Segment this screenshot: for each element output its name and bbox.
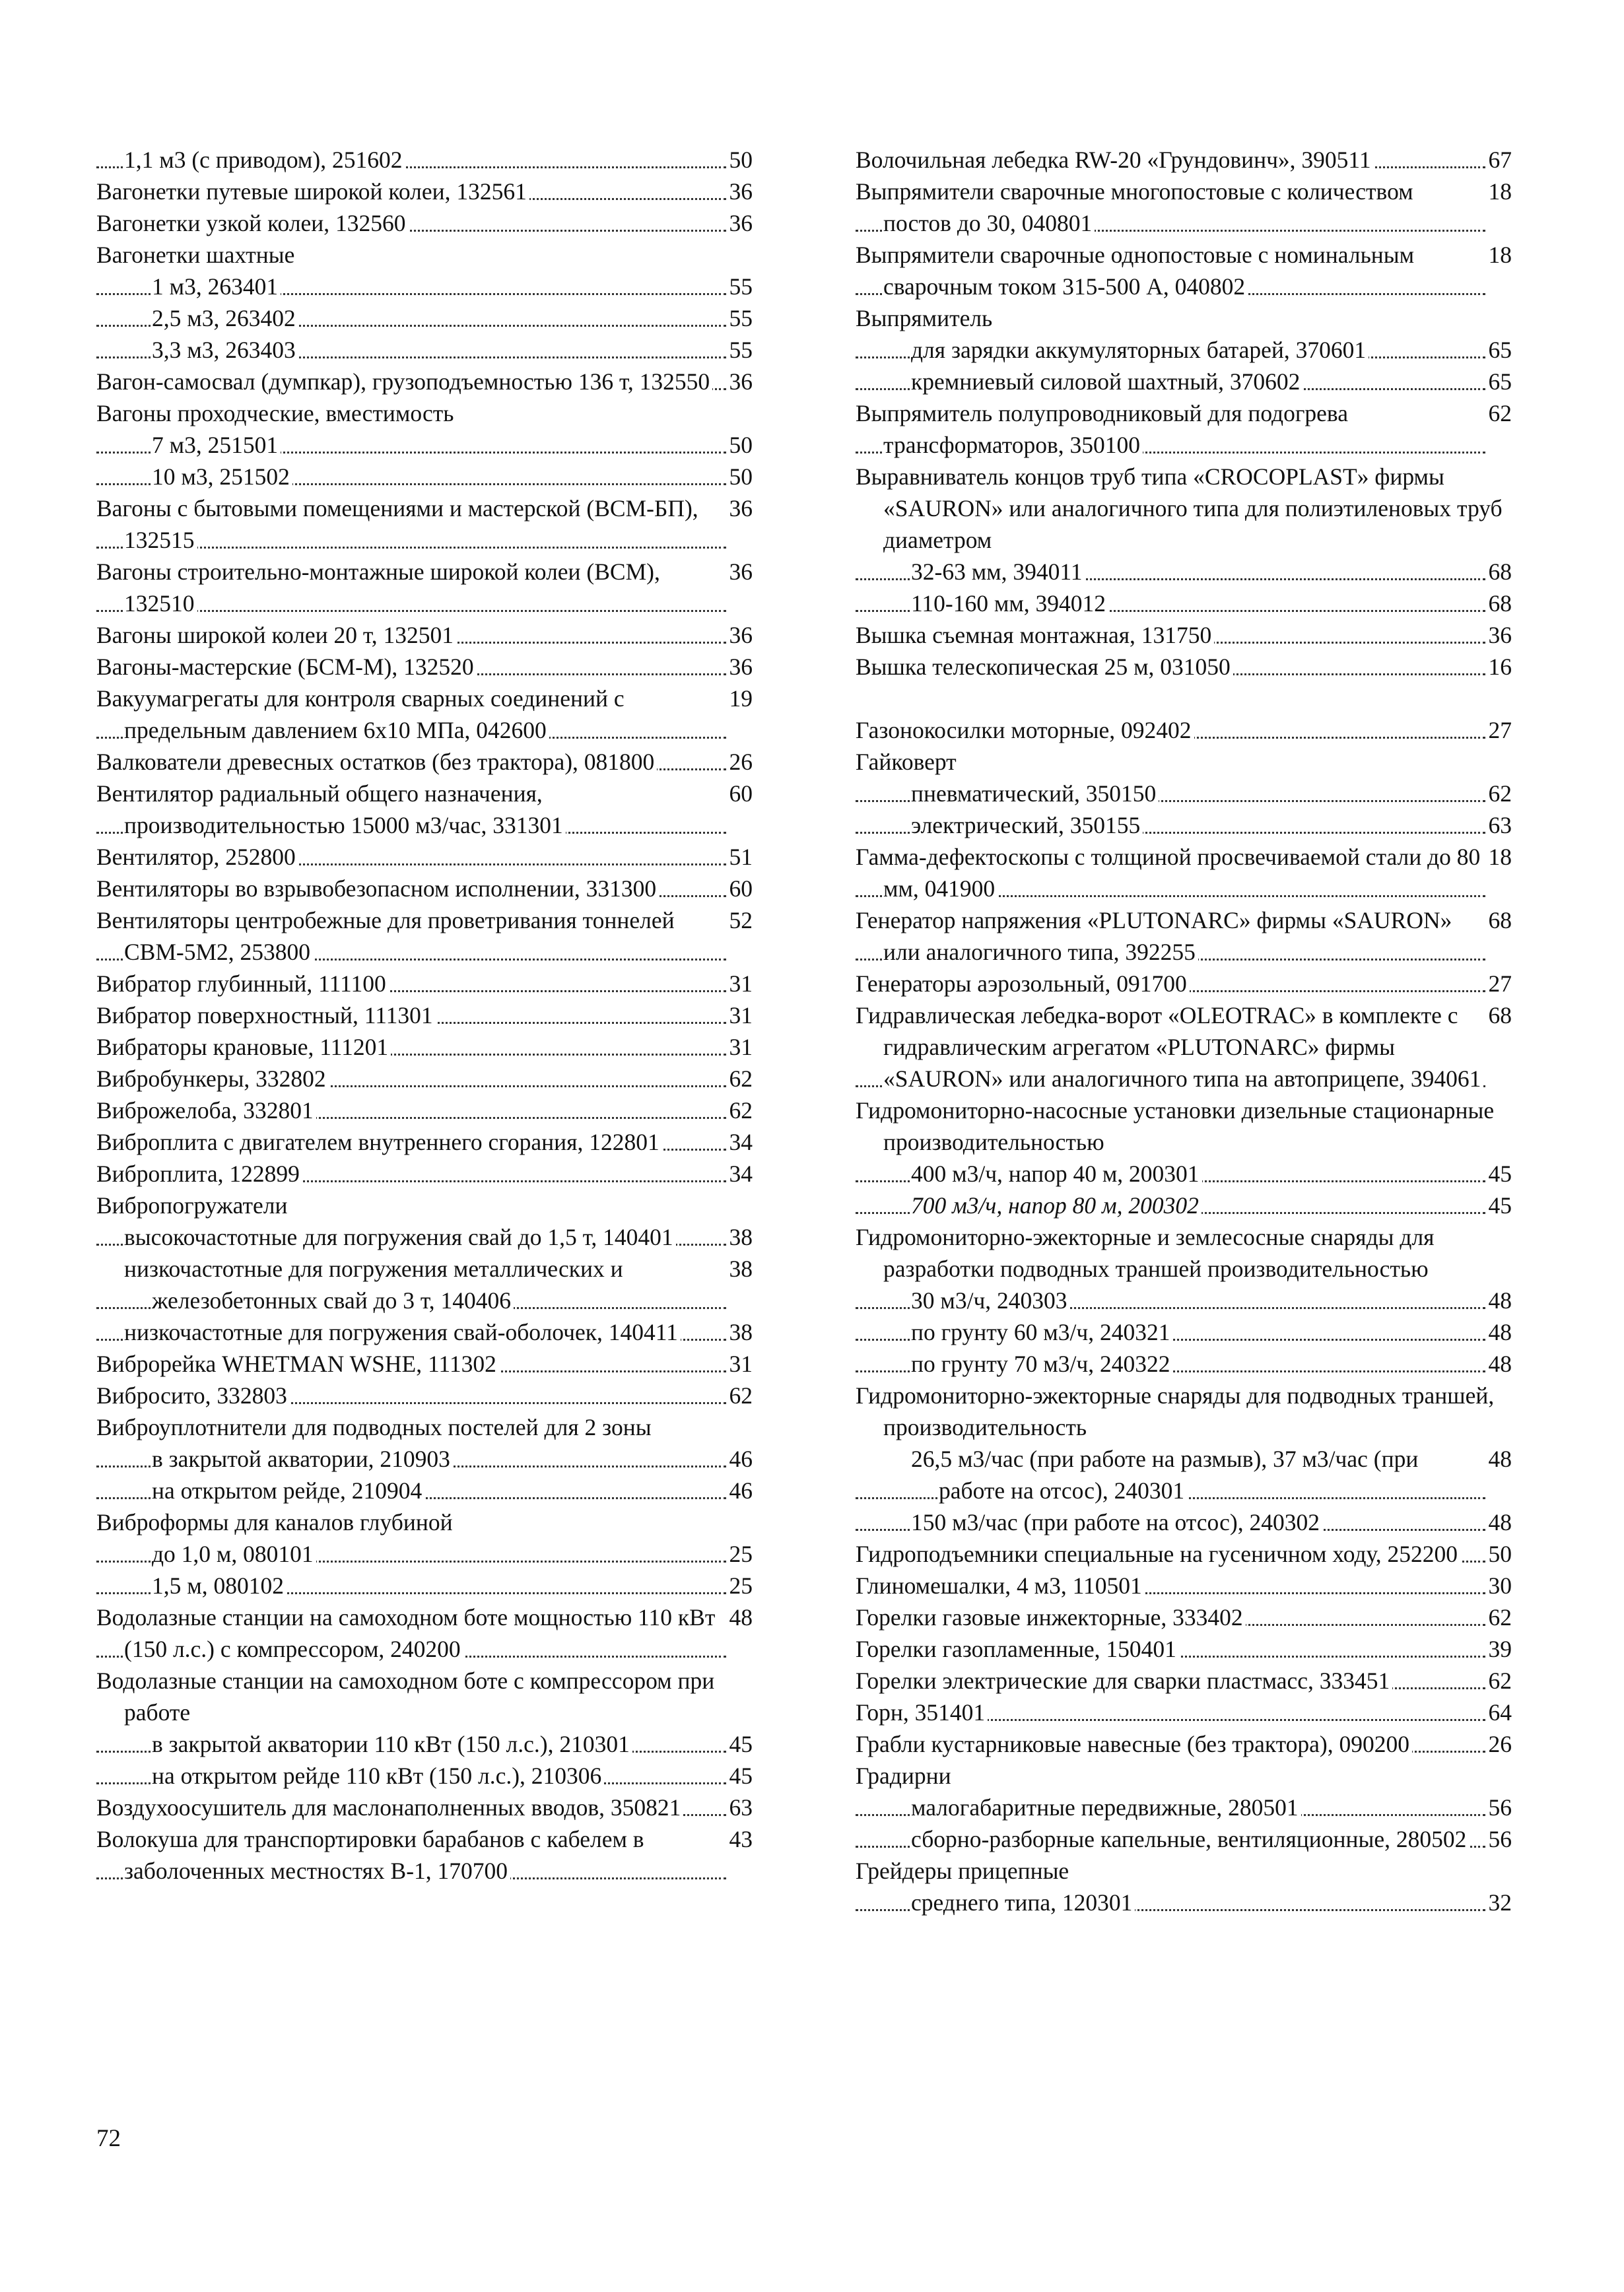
- index-entry: [856, 1380, 1512, 1443]
- index-entry-page: 62: [1486, 397, 1512, 429]
- index-entry-page: 63: [1486, 809, 1512, 841]
- index-entry-page: 50: [727, 144, 753, 176]
- index-entry: [96, 207, 753, 239]
- index-entry-page: 56: [1486, 1823, 1512, 1855]
- index-entry: [856, 1538, 1512, 1570]
- index-entry: [96, 1570, 753, 1601]
- index-entry-text: в закрытой акватории 110 кВт (150 л.с.), 210301: [152, 1731, 632, 1757]
- index-entry-text: электрический, 350155: [911, 812, 1143, 838]
- index-entry: [856, 809, 1512, 841]
- index-entry-page: 25: [727, 1538, 753, 1570]
- index-entry: [96, 1823, 753, 1887]
- index-entry-page: 18: [1486, 239, 1512, 271]
- index-entry-page: 18: [1486, 176, 1512, 207]
- index-entry-page: 67: [1486, 144, 1512, 176]
- index-entry: [856, 778, 1512, 809]
- index-entry: [856, 619, 1512, 651]
- index-entry: [96, 1792, 753, 1823]
- index-entry-page: 48: [1486, 1316, 1512, 1348]
- index-entry-page: 68: [1486, 556, 1512, 588]
- index-entry-page: 51: [727, 841, 753, 873]
- index-entry: [96, 1253, 753, 1316]
- index-entry: [96, 1728, 753, 1760]
- index-entry-text: кремниевый силовой шахтный, 370602: [911, 368, 1303, 395]
- index-entry-text: Вибратор глубинный, 111100: [96, 970, 389, 997]
- index-entry-page: 45: [727, 1728, 753, 1760]
- index-entry-page: 48: [1486, 1443, 1512, 1475]
- index-entry-text: Гидромониторно-эжекторные снаряды для подводных траншей, производительность: [856, 1382, 1495, 1440]
- index-entry: [856, 176, 1512, 239]
- index-entry-page: 62: [1486, 1601, 1512, 1633]
- index-entry-text: Виброрейка WHETMAN WSHE, 111302: [96, 1351, 499, 1377]
- index-entry: [856, 334, 1512, 366]
- index-entry: [856, 841, 1512, 904]
- index-entry-text: Виброплита, 122899: [96, 1161, 302, 1187]
- index-entry-text: Гамма-дефектоскопы с толщиной просвечиваемой стали до 80 мм, 041900: [856, 844, 1481, 902]
- index-entry-text: 400 м3/ч, напор 40 м, 200301: [911, 1161, 1202, 1187]
- index-entry: [856, 1158, 1512, 1190]
- index-entry-text: Вибросито, 332803: [96, 1382, 290, 1409]
- index-entry-page: 31: [727, 999, 753, 1031]
- index-entry: [96, 746, 753, 778]
- page-number: 72: [96, 2125, 121, 2152]
- index-entry-page: 38: [727, 1316, 753, 1348]
- index-entry: [96, 683, 753, 746]
- index-entry: [856, 1570, 1512, 1601]
- index-entry: [96, 1475, 753, 1506]
- index-entry: [96, 1443, 753, 1475]
- index-entry-page: 45: [1486, 1190, 1512, 1221]
- index-entry: [856, 556, 1512, 588]
- index-entry-page: 60: [727, 778, 753, 809]
- index-entry-page: 62: [1486, 1665, 1512, 1697]
- index-entry-page: 25: [727, 1570, 753, 1601]
- index-entry: [96, 778, 753, 841]
- index-entry-page: 19: [727, 683, 753, 714]
- index-entry-text: малогабаритные передвижные, 280501: [911, 1794, 1301, 1821]
- index-entry-page: 39: [1486, 1633, 1512, 1665]
- index-entry: [856, 1823, 1512, 1855]
- index-entry: [96, 1380, 753, 1411]
- index-entry-page: 46: [727, 1443, 753, 1475]
- index-entry-text: Гидравлическая лебедка-ворот «OLEOTRAC» в комплекте с гидравлическим агрегатом «PLUTONARC» фирмы «SAURON» или аналогичного типа на автоприцепе, 394061: [856, 1002, 1483, 1092]
- index-entry: [856, 999, 1512, 1095]
- index-entry-page: 48: [727, 1601, 753, 1633]
- index-entry: [856, 1285, 1512, 1316]
- index-entry-text: Вибраторы крановые, 111201: [96, 1034, 391, 1060]
- index-entry: [96, 1506, 753, 1538]
- index-entry-text: Виброжелоба, 332801: [96, 1097, 316, 1124]
- index-entry-page: 31: [727, 1031, 753, 1063]
- index-entry: [856, 746, 1512, 778]
- index-entry-text: Вибратор поверхностный, 111301: [96, 1002, 436, 1028]
- index-entry-text: Волочильная лебедка RW-20 «Грундовинч», 390511: [856, 147, 1374, 173]
- index-entry-text: 1,5 м, 080102: [152, 1572, 287, 1599]
- index-entry: [856, 302, 1512, 334]
- index-entry-text: Грейдеры прицепные: [856, 1858, 1071, 1884]
- index-entry: [856, 1633, 1512, 1665]
- index-entry-page: 16: [1486, 651, 1512, 683]
- index-entry-text: высокочастотные для погружения свай до 1,5 т, 140401: [124, 1224, 676, 1250]
- index-column-right: [856, 144, 1512, 1918]
- index-entry: [96, 999, 753, 1031]
- index-entry-page: 48: [1486, 1348, 1512, 1380]
- index-entry-text: 110-160 мм, 394012: [911, 590, 1108, 617]
- index-entry-page: 56: [1486, 1792, 1512, 1823]
- index-entry-page: 27: [1486, 714, 1512, 746]
- index-entry-text: Вагоны проходческие, вместимость: [96, 400, 456, 426]
- index-entry: [856, 1221, 1512, 1285]
- index-entry: [96, 1095, 753, 1126]
- index-entry: [856, 714, 1512, 746]
- index-entry: [96, 1126, 753, 1158]
- index-entry-text: Вагонетки шахтные: [96, 242, 297, 268]
- index-entry-text: Вентилятор радиальный общего назначения, производительностью 15000 м3/час, 331301: [96, 780, 566, 838]
- index-entry-page: 43: [727, 1823, 753, 1855]
- index-entry-text: Грабли кустарниковые навесные (без трактора), 090200: [856, 1731, 1412, 1757]
- index-entry-page: 45: [727, 1760, 753, 1792]
- index-entry: [856, 1760, 1512, 1792]
- index-entry-text: для зарядки аккумуляторных батарей, 370601: [911, 337, 1369, 363]
- index-entry: [96, 873, 753, 904]
- index-entry: [856, 968, 1512, 999]
- index-entry: [96, 841, 753, 873]
- index-entry-text: Глиномешалки, 4 м3, 110501: [856, 1572, 1145, 1599]
- index-entry: [96, 1031, 753, 1063]
- index-entry: [856, 904, 1512, 968]
- index-entry: [96, 1158, 753, 1190]
- index-entry-text: на открытом рейде 110 кВт (150 л.с.), 210306: [152, 1763, 604, 1789]
- index-entry-page: 62: [727, 1095, 753, 1126]
- index-entry-page: 68: [1486, 999, 1512, 1031]
- index-entry-text: Гидроподъемники специальные на гусеничном ходу, 252200: [856, 1541, 1460, 1567]
- index-entry: [96, 1348, 753, 1380]
- index-entry-page: 48: [1486, 1506, 1512, 1538]
- index-entry-page: 50: [727, 461, 753, 492]
- index-entry-text: Виброформы для каналов глубиной: [96, 1509, 456, 1535]
- index-entry-page: 55: [727, 334, 753, 366]
- index-entry-text: 26,5 м3/час (при работе на размыв), 37 м3/час (при работе на отсос), 240301: [911, 1446, 1419, 1504]
- index-entry: [856, 239, 1512, 302]
- index-entry: [96, 334, 753, 366]
- index-entry: [96, 1411, 753, 1443]
- index-entry-page: 45: [1486, 1158, 1512, 1190]
- index-entry-text: по грунту 60 м3/ч, 240321: [911, 1319, 1172, 1345]
- index-entry: [856, 397, 1512, 461]
- index-column-left: [96, 144, 753, 1887]
- index-entry-text: Горн, 351401: [856, 1699, 988, 1726]
- index-entry-text: Валкователи древесных остатков (без трактора), 081800: [96, 749, 657, 775]
- index-entry: [96, 176, 753, 207]
- index-entry-page: 34: [727, 1126, 753, 1158]
- index-entry-page: 55: [727, 271, 753, 302]
- index-entry-text: по грунту 70 м3/ч, 240322: [911, 1351, 1172, 1377]
- index-entry-text: в закрытой акватории, 210903: [152, 1446, 453, 1472]
- index-entry-text: Вентилятор, 252800: [96, 844, 298, 870]
- index-entry: [856, 1855, 1512, 1887]
- index-entry-text: Генераторы аэрозольный, 091700: [856, 970, 1190, 997]
- index-entry-page: 31: [727, 968, 753, 999]
- index-entry-text: низкочастотные для погружения металлических и железобетонных свай до 3 т, 140406: [124, 1256, 623, 1314]
- index-entry-text: Гидромониторно-эжекторные и землесосные снаряды для разработки подводных траншей производительностью: [856, 1224, 1435, 1282]
- index-entry-text: Гидромониторно-насосные установки дизельные стационарные производительностью: [856, 1097, 1495, 1155]
- index-entry-text: на открытом рейде, 210904: [152, 1477, 424, 1504]
- index-entry-text: 3,3 м3, 263403: [152, 337, 298, 363]
- index-entry-text: Вибробункеры, 332802: [96, 1065, 329, 1092]
- index-entry: [856, 1095, 1512, 1158]
- index-entry-page: 36: [727, 366, 753, 397]
- index-entry-page: 26: [727, 746, 753, 778]
- index-entry-text: 2,5 м3, 263402: [152, 305, 298, 331]
- index-entry-text: Горелки газопламенные, 150401: [856, 1636, 1179, 1662]
- index-entry: [96, 461, 753, 492]
- index-entry-page: 65: [1486, 366, 1512, 397]
- index-entry-page: 36: [1486, 619, 1512, 651]
- index-entry: [96, 429, 753, 461]
- index-entry-page: 36: [727, 556, 753, 588]
- index-entry: [96, 144, 753, 176]
- index-entry-text: пневматический, 350150: [911, 780, 1159, 807]
- index-entry-text: Вакуумагрегаты для контроля сварных соединений с предельным давлением 6х10 МПа, 042600: [96, 685, 625, 743]
- index-entry-text: среднего типа, 120301: [911, 1889, 1135, 1916]
- index-entry-text: Вышка съемная монтажная, 131750: [856, 622, 1214, 648]
- index-entry-text: Вентиляторы во взрывобезопасном исполнении, 331300: [96, 875, 659, 902]
- index-entry-text: Виброуплотнители для подводных постелей для 2 зоны: [96, 1414, 654, 1440]
- index-entry-text: Водолазные станции на самоходном боте мощностью 110 кВт (150 л.с.) с компрессором, 240200: [96, 1604, 716, 1662]
- index-entry: [96, 492, 753, 556]
- index-entry-text: Градирни: [856, 1763, 954, 1789]
- index-entry-page: 27: [1486, 968, 1512, 999]
- index-entry-page: 62: [727, 1380, 753, 1411]
- index-entry-page: 55: [727, 302, 753, 334]
- index-entry-text: 150 м3/час (при работе на отсос), 240302: [911, 1509, 1322, 1535]
- index-entry: [96, 1538, 753, 1570]
- index-entry-text: Водолазные станции на самоходном боте с компрессором при работе: [96, 1668, 715, 1726]
- index-entry-text: Выпрямители сварочные однопостовые с номинальным сварочным током 315-500 А, 040802: [856, 242, 1415, 300]
- index-entry: [96, 904, 753, 968]
- index-entry-text: Выпрямители сварочные многопостовые с количеством постов до 30, 040801: [856, 178, 1413, 236]
- index-entry-text: Горелки газовые инжекторные, 333402: [856, 1604, 1246, 1631]
- index-entry: [856, 1697, 1512, 1728]
- index-entry: [96, 968, 753, 999]
- index-entry-text: Вентиляторы центробежные для проветривания тоннелей СВМ-5М2, 253800: [96, 907, 675, 965]
- index-entry-page: 32: [1486, 1887, 1512, 1918]
- index-entry-page: 48: [1486, 1285, 1512, 1316]
- index-entry-text: Генератор напряжения «PLUTONARC» фирмы «SAURON» или аналогичного типа, 392255: [856, 907, 1452, 965]
- index-entry-page: 68: [1486, 588, 1512, 619]
- index-entry: [96, 1760, 753, 1792]
- index-entry: [856, 1316, 1512, 1348]
- index-entry-page: 62: [1486, 778, 1512, 809]
- index-entry: [856, 461, 1512, 556]
- index-entry-page: 65: [1486, 334, 1512, 366]
- index-entry-text: сборно-разборные капельные, вентиляционные, 280502: [911, 1826, 1469, 1852]
- index-entry: [96, 651, 753, 683]
- index-entry-page: 50: [727, 429, 753, 461]
- index-entry: [96, 1190, 753, 1221]
- index-entry: [96, 1601, 753, 1665]
- index-entry-text: Гайковерт: [856, 749, 959, 775]
- index-entry: [856, 1792, 1512, 1823]
- index-entry-text: Виброплита с двигателем внутреннего сгорания, 122801: [96, 1129, 662, 1155]
- index-entry-text: Вагонетки узкой колеи, 132560: [96, 210, 409, 236]
- index-entry-text: Вагонетки путевые широкой колеи, 132561: [96, 178, 529, 205]
- index-entry: [96, 619, 753, 651]
- index-entry: [96, 302, 753, 334]
- index-entry: [96, 271, 753, 302]
- index-entry-text: 10 м3, 251502: [152, 463, 292, 490]
- index-entry-page: 18: [1486, 841, 1512, 873]
- index-entry-page: 34: [727, 1158, 753, 1190]
- index-entry: [96, 366, 753, 397]
- index-entry-page: 38: [727, 1253, 753, 1285]
- index-entry-page: 36: [727, 619, 753, 651]
- index-entry-text: 32-63 мм, 394011: [911, 558, 1085, 585]
- index-entry-text: до 1,0 м, 080101: [152, 1541, 316, 1567]
- index-entry: [856, 1348, 1512, 1380]
- index-entry-text: Волокуша для транспортировки барабанов с кабелем в заболоченных местностях В-1, 170700: [96, 1826, 644, 1884]
- index-entry: [96, 1221, 753, 1253]
- index-entry-page: 50: [1486, 1538, 1512, 1570]
- index-entry-page: 36: [727, 492, 753, 524]
- index-entry-page: 36: [727, 651, 753, 683]
- index-entry-page: 26: [1486, 1728, 1512, 1760]
- index-entry: [856, 366, 1512, 397]
- index-entry-text: 7 м3, 251501: [152, 432, 281, 458]
- index-entry-text: 1,1 м3 (с приводом), 251602: [124, 147, 405, 173]
- index-entry-text: 30 м3/ч, 240303: [911, 1287, 1070, 1314]
- index-entry-page: 52: [727, 904, 753, 936]
- index-entry-text: Газонокосилки моторные, 092402: [856, 717, 1194, 743]
- index-entry: [96, 556, 753, 619]
- index-entry: [856, 144, 1512, 176]
- index-entry: [96, 1665, 753, 1728]
- index-entry: [96, 239, 753, 271]
- index-entry: [856, 1887, 1512, 1918]
- index-entry: [856, 588, 1512, 619]
- section-gap: [856, 683, 1512, 714]
- index-entry: [856, 1665, 1512, 1697]
- index-entry-text: Выравниватель концов труб типа «CROCOPLAST» фирмы «SAURON» или аналогичного типа для полиэтиленовых труб диаметром: [856, 463, 1503, 553]
- index-entry-text: 700 м3/ч, напор 80 м, 200302: [911, 1192, 1201, 1219]
- index-entry-page: 31: [727, 1348, 753, 1380]
- index-entry-page: 38: [727, 1221, 753, 1253]
- index-entry: [856, 1506, 1512, 1538]
- index-entry-page: 36: [727, 207, 753, 239]
- index-entry-text: низкочастотные для погружения свай-оболочек, 140411: [124, 1319, 681, 1345]
- index-entry-text: Горелки электрические для сварки пластмасс, 333451: [856, 1668, 1392, 1694]
- index-entry-text: Вагоны с бытовыми помещениями и мастерской (ВСМ-БП), 132515: [96, 495, 698, 553]
- index-entry-text: Вибропогружатели: [96, 1192, 290, 1219]
- index-entry: [856, 1728, 1512, 1760]
- index-entry-text: Вагоны строительно-монтажные широкой колеи (ВСМ), 132510: [96, 558, 660, 617]
- index-entry-text: Воздухоосушитель для маслонаполненных вводов, 350821: [96, 1794, 683, 1821]
- index-entry-text: Выпрямитель полупроводниковый для подогрева трансформаторов, 350100: [856, 400, 1348, 458]
- index-entry: [96, 1063, 753, 1095]
- index-entry: [96, 1316, 753, 1348]
- index-entry-page: 36: [727, 176, 753, 207]
- index-entry-text: Вагон-самосвал (думпкар), грузоподъемностью 136 т, 132550: [96, 368, 712, 395]
- index-entry-text: Выпрямитель: [856, 305, 995, 331]
- index-entry-page: 62: [727, 1063, 753, 1095]
- index-entry: [856, 1443, 1512, 1506]
- index-entry-text: Вагоны широкой колеи 20 т, 132501: [96, 622, 456, 648]
- index-entry-text: Вышка телескопическая 25 м, 031050: [856, 654, 1233, 680]
- index-entry-page: 68: [1486, 904, 1512, 936]
- index-entry-page: 46: [727, 1475, 753, 1506]
- index-entry-page: 60: [727, 873, 753, 904]
- index-entry: [96, 397, 753, 429]
- index-entry-page: 64: [1486, 1697, 1512, 1728]
- index-entry: [856, 1601, 1512, 1633]
- index-entry: [856, 651, 1512, 683]
- index-entry: [856, 1190, 1512, 1221]
- index-entry-text: Вагоны-мастерские (БСМ-М), 132520: [96, 654, 477, 680]
- index-entry-page: 30: [1486, 1570, 1512, 1601]
- index-entry-text: 1 м3, 263401: [152, 273, 281, 300]
- index-entry-page: 63: [727, 1792, 753, 1823]
